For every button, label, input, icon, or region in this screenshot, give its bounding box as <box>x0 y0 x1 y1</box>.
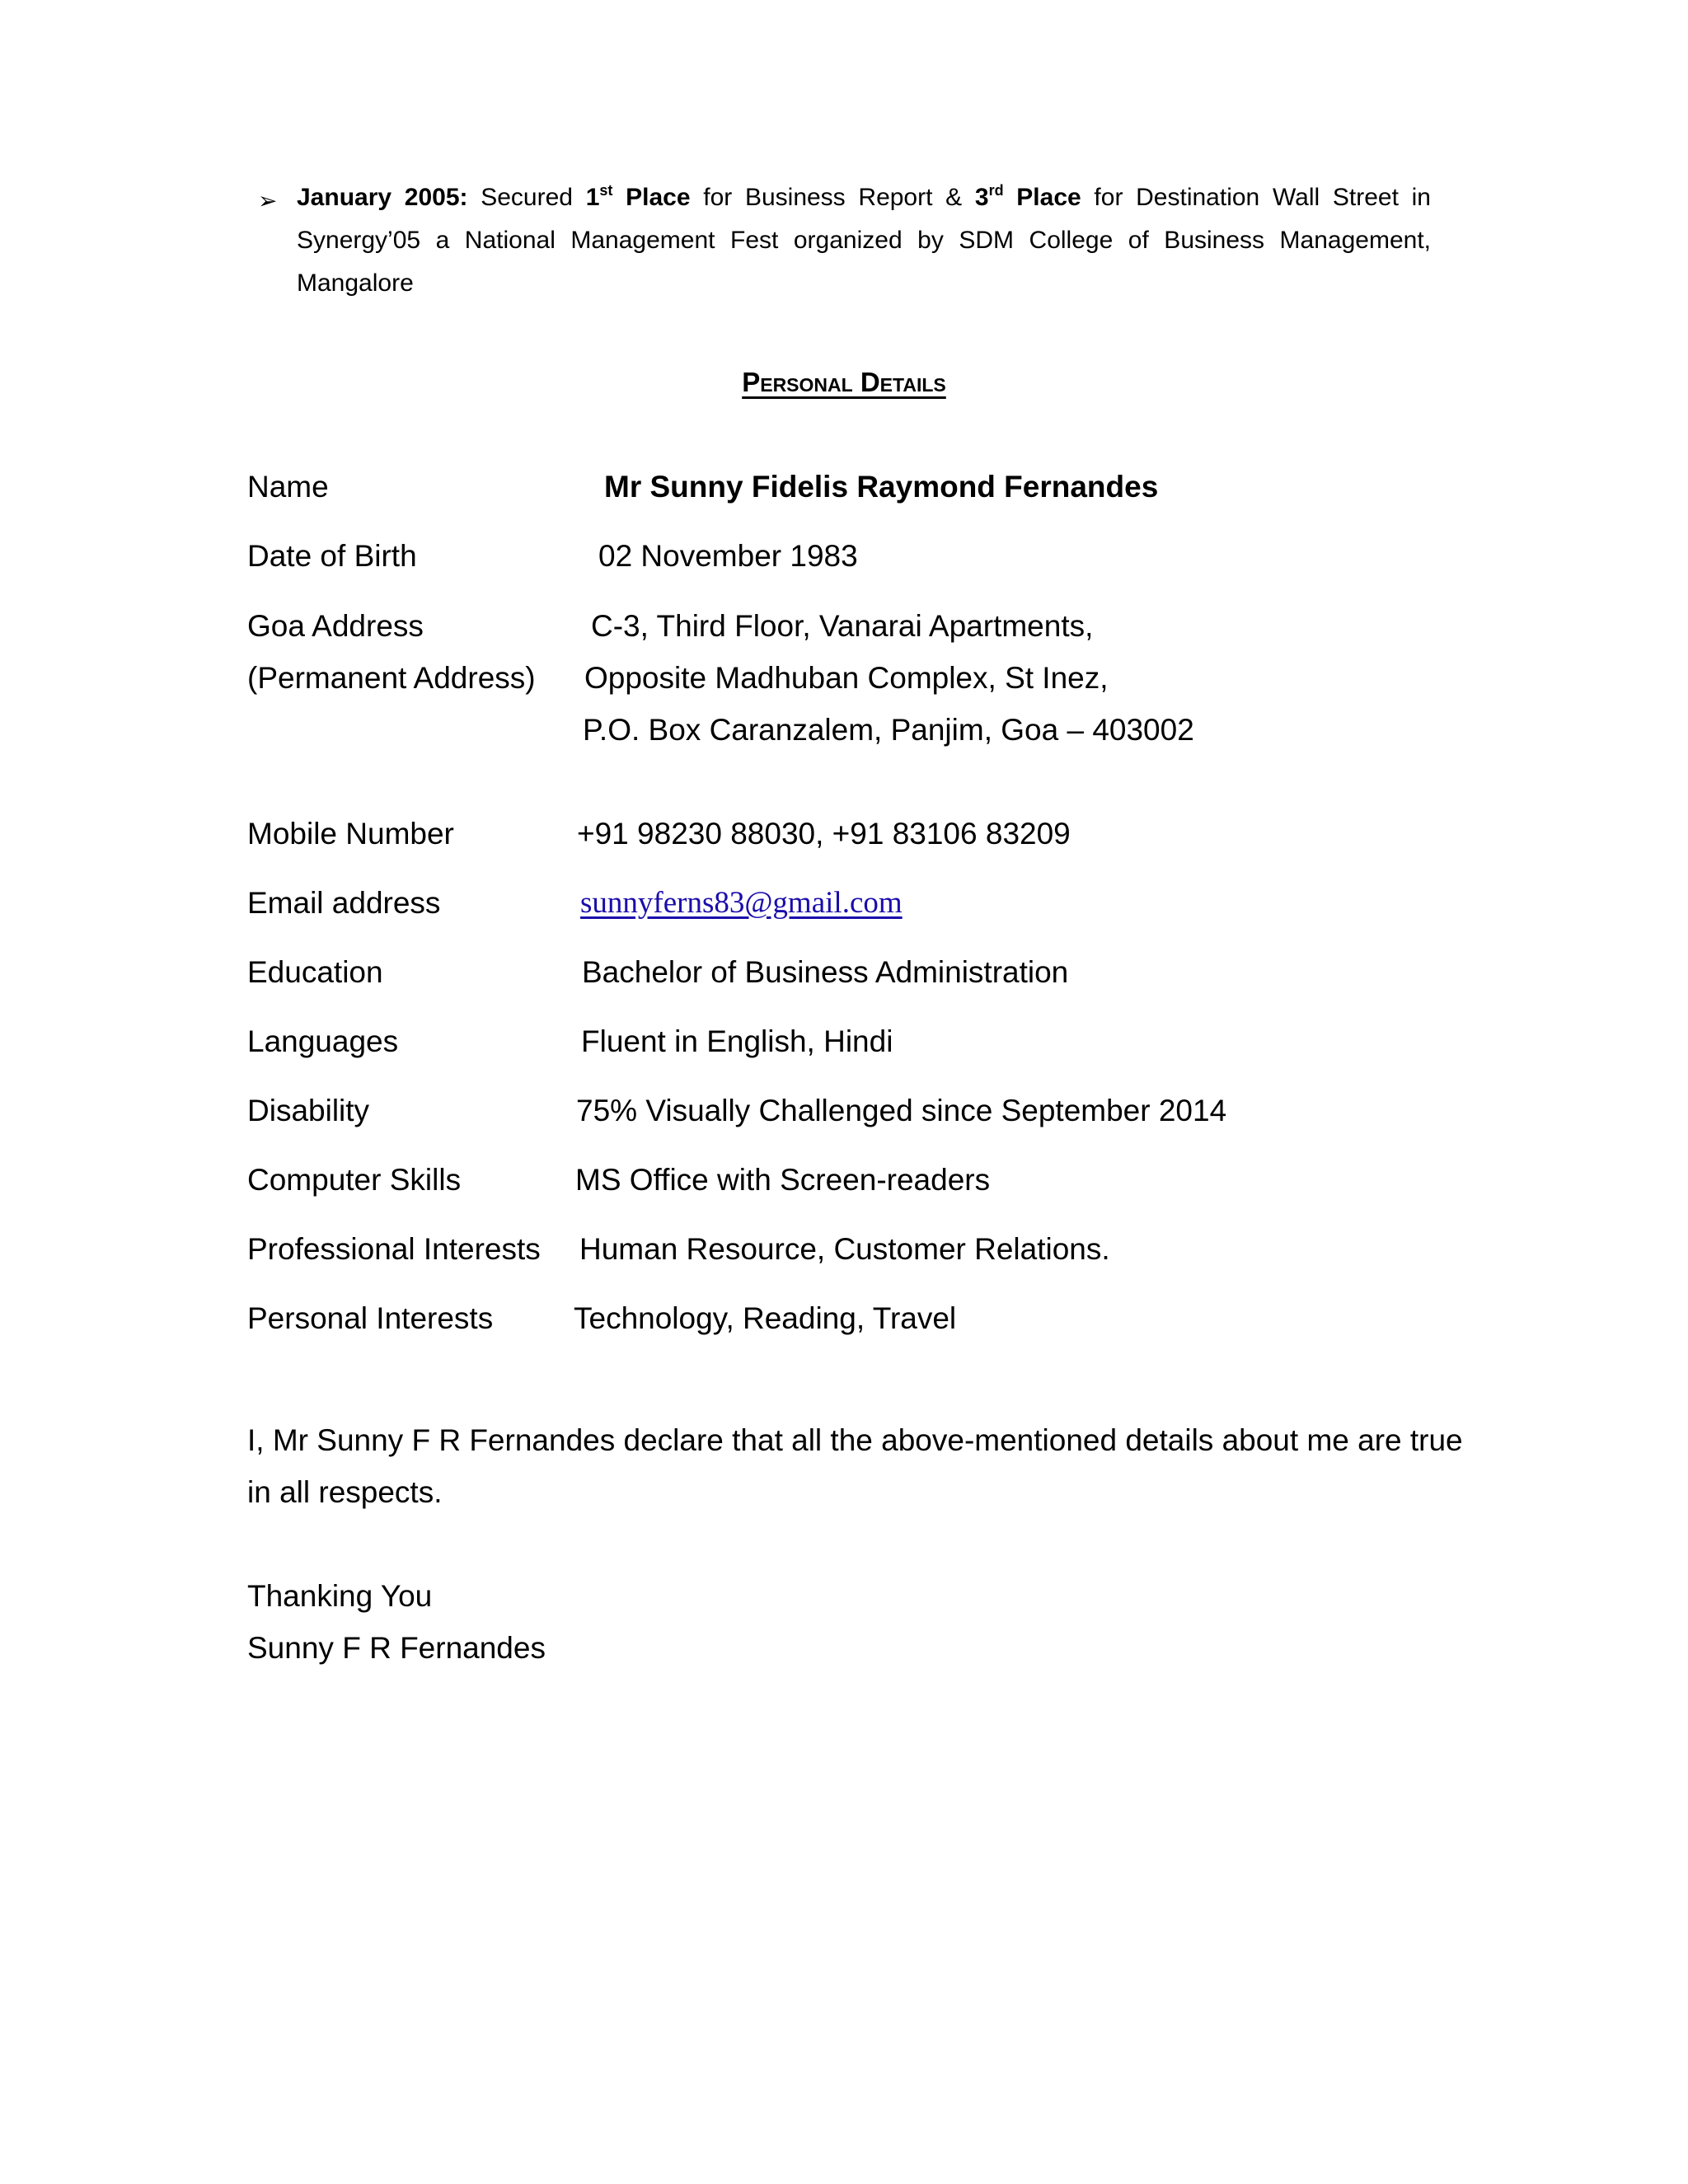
section-heading: Personal Details <box>742 367 946 397</box>
languages-label: Languages <box>247 1024 399 1058</box>
computer-skills-value: MS Office with Screen-readers <box>575 1163 991 1197</box>
achievement-line-2: Synergy’05 a National Management Fest organized by SDM College of Business Management, <box>297 227 1431 254</box>
personal-interests-label: Personal Interests <box>247 1301 494 1335</box>
education-label: Education <box>247 955 383 989</box>
disability-value: 75% Visually Challenged since September 2014 <box>576 1094 1227 1127</box>
email-label: Email address <box>247 886 441 920</box>
achievement-line-1 <box>297 181 1431 214</box>
name-value: Mr Sunny Fidelis Raymond Fernandes <box>604 470 1159 504</box>
mobile-value: +91 98230 88030, +91 83106 83209 <box>577 817 1071 851</box>
address-line-3: P.O. Box Caranzalem, Panjim, Goa – 403002 <box>583 713 1194 747</box>
signature-name: Sunny F R Fernandes <box>247 1631 546 1665</box>
declaration-line-1: I, Mr Sunny F R Fernandes declare that all the above-mentioned details about me are true <box>247 1423 1463 1457</box>
achievement-rank: 1st Place <box>585 182 691 211</box>
disability-label: Disability <box>247 1094 370 1127</box>
achievement-rank: 3rd Place <box>974 182 1081 211</box>
professional-interests-label: Professional Interests <box>247 1232 541 1266</box>
declaration-line-2: in all respects. <box>247 1475 443 1509</box>
achievement-text: for Destination Wall Street in <box>1081 184 1431 211</box>
closing-line: Thanking You <box>247 1579 433 1613</box>
address-label: Goa Address <box>247 609 424 643</box>
mobile-label: Mobile Number <box>247 817 454 851</box>
name-label: Name <box>247 470 329 504</box>
achievement-text: for Business Report & <box>690 184 975 211</box>
education-value: Bachelor of Business Administration <box>582 955 1069 989</box>
achievement-text: Secured <box>467 184 586 211</box>
personal-interests-value: Technology, Reading, Travel <box>574 1301 957 1335</box>
dob-value: 02 November 1983 <box>598 539 858 573</box>
address-line-2: Opposite Madhuban Complex, St Inez, <box>584 661 1109 695</box>
email-link[interactable]: sunnyferns83@gmail.com <box>580 886 903 920</box>
address-line-1: C-3, Third Floor, Vanarai Apartments, <box>591 609 1094 643</box>
languages-value: Fluent in English, Hindi <box>581 1024 893 1058</box>
arrow-bullet-icon: ➢ <box>258 188 278 213</box>
computer-skills-label: Computer Skills <box>247 1163 462 1197</box>
achievement-line-3: Mangalore <box>297 269 414 297</box>
dob-label: Date of Birth <box>247 539 417 573</box>
achievement-date: January 2005: <box>297 184 468 211</box>
address-label-permanent: (Permanent Address) <box>247 661 536 695</box>
professional-interests-value: Human Resource, Customer Relations. <box>579 1232 1110 1266</box>
